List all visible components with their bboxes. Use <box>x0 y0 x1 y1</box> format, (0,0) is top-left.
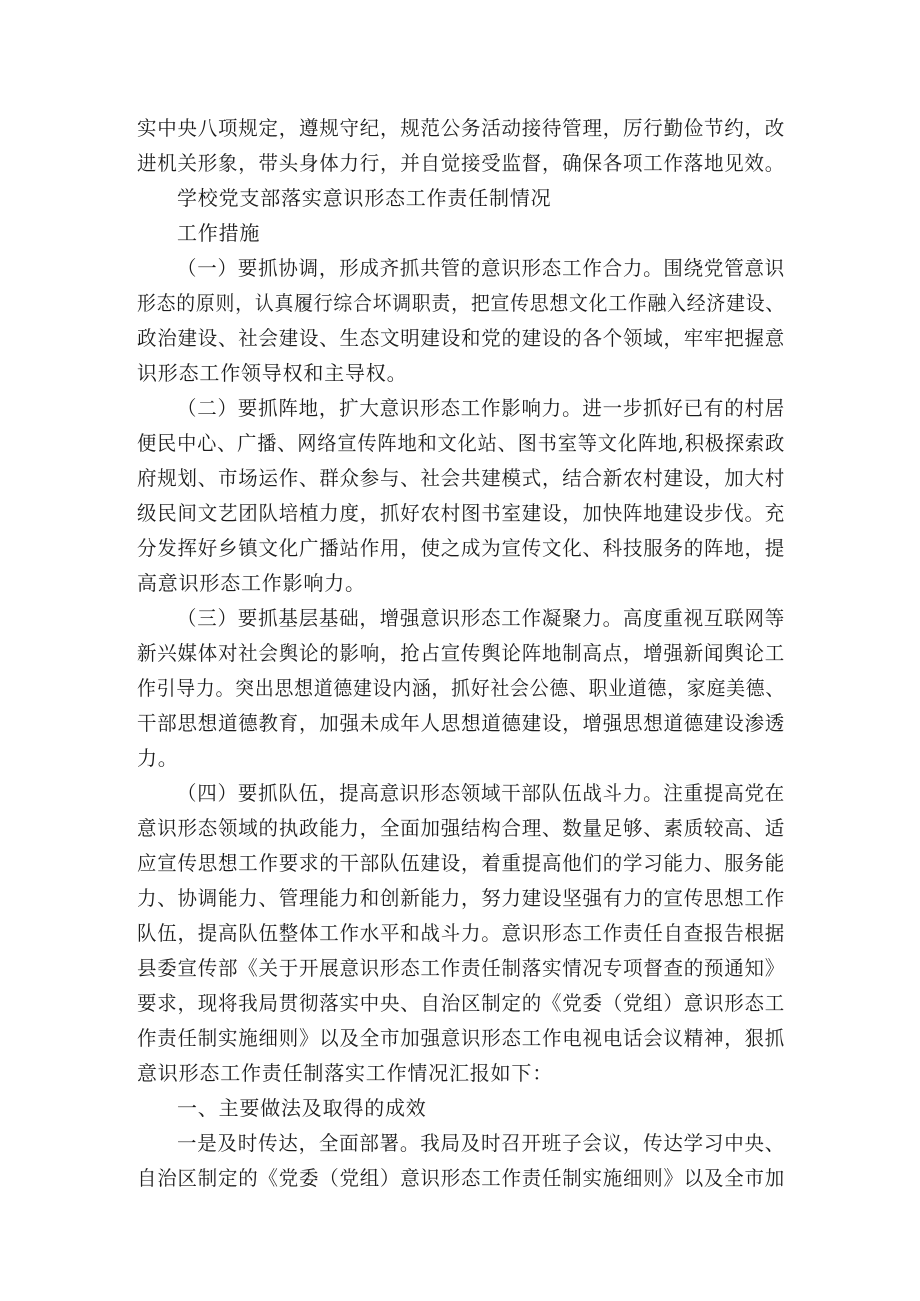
line-text: 进机关形象，带头身体力行，并自觉接受监督，确保各项工作落地见效。 <box>137 151 785 175</box>
line-text: 形态的原则，认真履行综合坏调职责，把宣传思想文化工作融入经济建设、 <box>137 291 785 315</box>
text-line <box>0 493 920 533</box>
text-line <box>0 423 920 463</box>
text-line <box>0 108 920 148</box>
paragraph-first-line <box>0 248 920 288</box>
text-line <box>0 563 920 603</box>
line-text: （三）要抓基层基础，增强意识形态工作凝聚力。高度重视互联网等 <box>177 606 785 630</box>
line-text: 分发挥好乡镇文化广播站作用，使之成为宣传文化、科技服务的阵地，提 <box>137 536 785 560</box>
line-text: 作引导力。突出思想道德建设内涵，抓好社会公德、职业道德，家庭美德、 <box>137 676 785 700</box>
line-text: 政治建设、社会建设、生态文明建设和党的建设的各个领域，牢牢把握意 <box>137 326 785 350</box>
text-line <box>0 878 920 918</box>
paragraph-first-line <box>0 388 920 428</box>
text-line <box>0 143 920 183</box>
paragraph-first-line <box>0 598 920 638</box>
text-line <box>0 808 920 848</box>
line-text: 应宣传思想工作要求的干部队伍建设，着重提高他们的学习能力、服务能 <box>137 851 785 875</box>
line-text: （二）要抓阵地，扩大意识形态工作影响力。进一步抓好已有的村居 <box>177 396 785 420</box>
text-line <box>0 668 920 708</box>
text-line <box>0 738 920 778</box>
line-text: 意识形态工作责任制落实工作情况汇报如下： <box>137 1061 553 1085</box>
line-text: 意识形态领域的执政能力，全面加强结构合理、数量足够、素质较高、适 <box>137 816 785 840</box>
line-text: 高意识形态工作影响力。 <box>137 571 366 595</box>
line-text: 学校党支部落实意识形态工作责任制情况 <box>177 186 552 210</box>
text-line <box>0 1158 920 1198</box>
line-text: 工作措施 <box>177 221 261 245</box>
text-line <box>0 353 920 393</box>
line-text: 级民间文艺团队培植力度，抓好农村图书室建设，加快阵地建设步伐。充 <box>137 501 785 525</box>
line-text: 作责任制实施细则》以及全市加强意识形态工作电视电话会议精神，狠抓 <box>137 1026 785 1050</box>
line-text: 要求，现将我局贯彻落实中央、自治区制定的《党委（党组）意识形态工 <box>137 991 785 1015</box>
text-line <box>0 633 920 673</box>
text-line <box>0 948 920 988</box>
line-text: 识形态工作领导权和主导权。 <box>137 361 408 385</box>
text-line <box>0 913 920 953</box>
text-line <box>0 703 920 743</box>
line-text: 新兴媒体对社会舆论的影响，抢占宣传舆论阵地制高点，增强新闻舆论工 <box>137 641 785 665</box>
paragraph-first-line <box>0 773 920 813</box>
line-text: 县委宣传部《关于开展意识形态工作责任制落实情况专项督查的预通知》 <box>137 956 785 980</box>
text-line <box>0 458 920 498</box>
section-heading <box>0 178 920 218</box>
text-line <box>0 1053 920 1093</box>
line-text: 力、协调能力、管理能力和创新能力，努力建设坚强有力的宣传思想工作 <box>137 886 785 910</box>
paragraph-first-line <box>0 1123 920 1163</box>
text-line <box>0 843 920 883</box>
text-line <box>0 283 920 323</box>
line-text: 一、主要做法及取得的成效 <box>177 1096 427 1120</box>
line-text: 力。 <box>137 746 179 770</box>
text-line <box>0 1018 920 1058</box>
text-line <box>0 983 920 1023</box>
line-text: 实中央八项规定，遵规守纪，规范公务活动接待管理，厉行勤俭节约，改 <box>137 116 785 140</box>
text-line <box>0 528 920 568</box>
line-text: 便民中心、广播、网络宣传阵地和文化站、图书室等文化阵地,积极探索政 <box>137 431 785 455</box>
line-text: 自治区制定的《党委（党组）意识形态工作责任制实施细则》以及全市加 <box>137 1166 785 1190</box>
line-text: 干部思想道德教育，加强未成年人思想道德建设，增强思想道德建设渗透 <box>137 711 785 735</box>
line-text: 府规划、市场运作、群众参与、社会共建模式，结合新农村建设，加大村 <box>137 466 785 490</box>
section-heading <box>0 1088 920 1128</box>
line-text: 队伍，提高队伍整体工作水平和战斗力。意识形态工作责任自查报告根据 <box>137 921 785 945</box>
line-text: （一）要抓协调，形成齐抓共管的意识形态工作合力。围绕党管意识 <box>177 256 785 280</box>
line-text: 一是及时传达，全面部署。我局及时召开班子会议，传达学习中央、 <box>177 1131 785 1155</box>
line-text: （四）要抓队伍，提高意识形态领域干部队伍战斗力。注重提高党在 <box>177 781 785 805</box>
subsection-heading <box>0 213 920 253</box>
text-line <box>0 318 920 358</box>
